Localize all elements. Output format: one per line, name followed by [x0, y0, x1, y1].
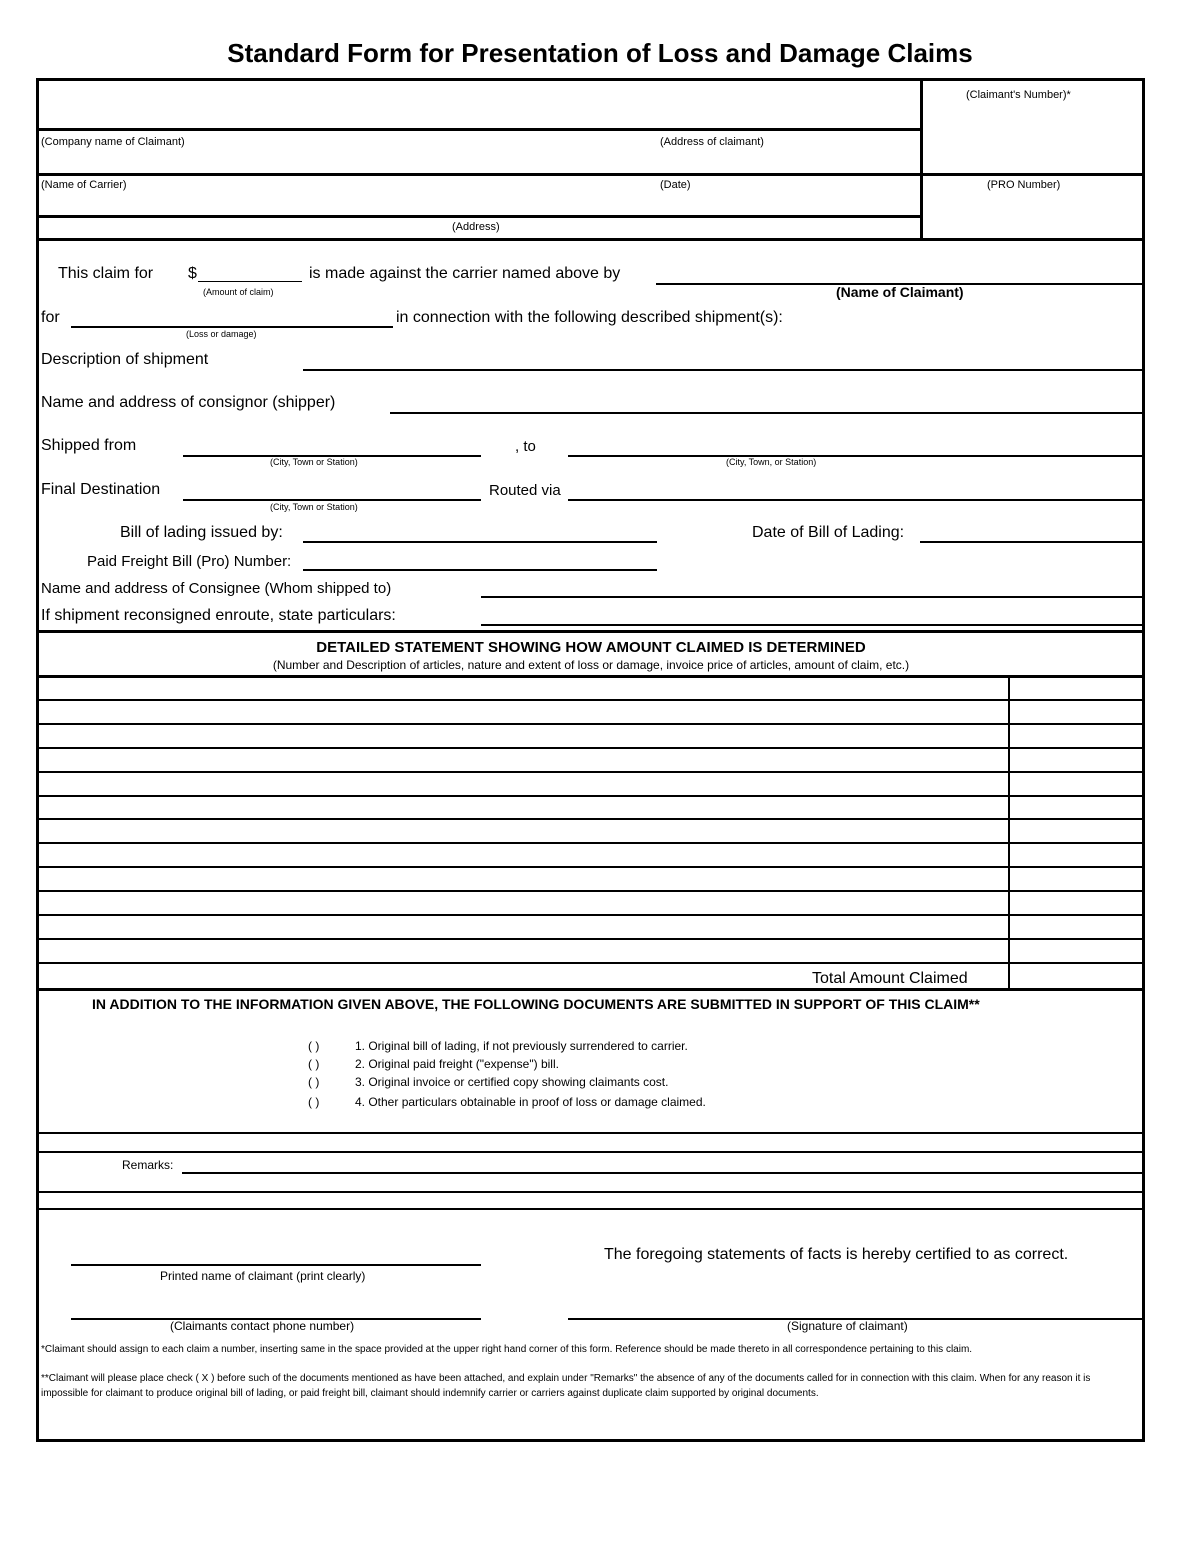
amount-of-claim-field[interactable]	[198, 281, 302, 282]
date-of-bill-label: Date of Bill of Lading:	[752, 524, 905, 541]
document-item-4: 4. Other particulars obtainable in proof of loss or damage claimed.	[355, 1095, 706, 1109]
consignor-field[interactable]	[390, 412, 1142, 414]
printed-name-caption: Printed name of claimant (print clearly)	[160, 1269, 366, 1283]
header-bottom-line	[38, 238, 1142, 241]
header-line-1	[38, 128, 922, 131]
address-of-claimant-label: (Address of claimant)	[660, 136, 764, 148]
statement-row[interactable]	[38, 890, 1142, 892]
document-item-2: 2. Original paid freight ("expense") bill.	[355, 1057, 559, 1071]
statement-row[interactable]	[38, 842, 1142, 844]
remarks-line-bottom	[38, 1208, 1142, 1210]
remarks-label: Remarks:	[122, 1158, 174, 1172]
description-field[interactable]	[303, 369, 1142, 371]
to-label: , to	[515, 438, 536, 455]
final-destination-field[interactable]	[183, 499, 481, 501]
consignee-label: Name and address of Consignee (Whom shipped to)	[41, 580, 392, 597]
routed-via-label: Routed via	[489, 482, 561, 499]
final-destination-label: Final Destination	[41, 481, 161, 498]
in-connection-label: in connection with the following described shipment(s):	[396, 309, 783, 326]
footnote-2: **Claimant will please place check ( X ) before such of the documents mentioned as have been attached, and explain under "Remarks" the absence of any of the documents called for in connection with this claim. When for any reason it is impossible for claimant to produce original bill of lading, or paid freight bill, claimant should indemnify carrier or carriers against duplicate claim supported by original documents.	[41, 1373, 1091, 1399]
statement-row[interactable]	[38, 938, 1142, 940]
statement-row[interactable]	[38, 962, 1142, 964]
this-claim-for-label: This claim for	[58, 265, 154, 282]
total-amount-field[interactable]	[1010, 964, 1140, 988]
statement-subheading: (Number and Description of articles, nature and extent of loss or damage, invoice price of articles, amount of claim, etc.)	[272, 658, 910, 672]
pro-number-label: (PRO Number)	[987, 179, 1061, 191]
name-of-carrier-label: (Name of Carrier)	[41, 179, 127, 191]
footnote-1: *Claimant should assign to each claim a number, inserting same in the space provided at the upper right hand corner of this form. Reference should be made thereto in all correspondence pertaining to this claim.	[41, 1344, 973, 1355]
loss-caption: (Loss or damage)	[186, 329, 257, 339]
statement-row[interactable]	[38, 818, 1142, 820]
document-checkbox-4[interactable]: ( )	[308, 1095, 320, 1109]
for-label: for	[41, 309, 60, 326]
consignor-label: Name and address of consignor (shipper)	[41, 394, 336, 411]
remarks-line[interactable]	[38, 1191, 1142, 1193]
date-label: (Date)	[660, 179, 691, 191]
city-caption-destination: (City, Town or Station)	[270, 502, 358, 512]
header-line-2	[38, 173, 1142, 176]
routed-via-field[interactable]	[568, 499, 1142, 501]
address-label: (Address)	[452, 221, 500, 233]
statement-row[interactable]	[38, 866, 1142, 868]
header-line-3	[38, 215, 922, 218]
document-checkbox-2[interactable]: ( )	[308, 1057, 320, 1071]
name-of-claimant-caption: (Name of Claimant)	[836, 284, 964, 300]
statement-row[interactable]	[38, 795, 1142, 797]
city-caption-from: (City, Town or Station)	[270, 457, 358, 467]
shipped-from-label: Shipped from	[41, 437, 137, 454]
statement-row[interactable]	[38, 699, 1142, 701]
dollar-sign: $	[188, 265, 197, 282]
statement-bottom-line	[38, 988, 1142, 991]
bill-of-lading-label: Bill of lading issued by:	[120, 524, 283, 541]
document-checkbox-3[interactable]: ( )	[308, 1075, 320, 1089]
company-name-label: (Company name of Claimant)	[41, 136, 185, 148]
consignee-field[interactable]	[481, 596, 1142, 598]
contact-phone-caption: (Claimants contact phone number)	[170, 1319, 355, 1333]
statement-row[interactable]	[38, 771, 1142, 773]
certification-statement: The foregoing statements of facts is hereby certified to as correct.	[604, 1246, 1069, 1263]
reconsigned-label: If shipment reconsigned enroute, state particulars:	[41, 607, 396, 624]
statement-table-top	[38, 675, 1142, 678]
reconsigned-field[interactable]	[481, 624, 1142, 626]
claimants-number-label: (Claimant's Number)*	[966, 89, 1071, 101]
page-title: Standard Form for Presentation of Loss and Damage Claims	[227, 38, 973, 68]
remarks-line-top	[38, 1132, 1142, 1134]
document-item-3: 3. Original invoice or certified copy showing claimants cost.	[355, 1075, 669, 1089]
city-caption-to: (City, Town, or Station)	[726, 457, 817, 467]
documents-heading: IN ADDITION TO THE INFORMATION GIVEN ABOVE, THE FOLLOWING DOCUMENTS ARE SUBMITTED IN SUPPORT OF THIS CLAIM**	[92, 996, 980, 1012]
signature-caption: (Signature of claimant)	[787, 1319, 908, 1333]
date-of-bill-field[interactable]	[920, 541, 1142, 543]
total-amount-label: Total Amount Claimed	[812, 970, 968, 987]
statement-row[interactable]	[38, 914, 1142, 916]
document-checkbox-1[interactable]: ( )	[308, 1039, 320, 1053]
made-against-label: is made against the carrier named above by	[309, 265, 621, 282]
paid-freight-field[interactable]	[303, 569, 657, 571]
printed-name-field[interactable]	[71, 1264, 481, 1266]
loss-or-damage-field[interactable]	[71, 326, 393, 328]
statement-heading: DETAILED STATEMENT SHOWING HOW AMOUNT CLAIMED IS DETERMINED	[316, 639, 866, 656]
description-label: Description of shipment	[41, 351, 209, 368]
paid-freight-label: Paid Freight Bill (Pro) Number:	[87, 553, 292, 570]
statement-row[interactable]	[38, 747, 1142, 749]
remarks-field[interactable]	[182, 1172, 1142, 1174]
statement-row[interactable]	[38, 723, 1142, 725]
bill-of-lading-field[interactable]	[303, 541, 657, 543]
remarks-line[interactable]	[38, 1151, 1142, 1153]
amount-caption: (Amount of claim)	[203, 287, 274, 297]
shipped-to-field[interactable]	[568, 455, 1142, 457]
document-item-1: 1. Original bill of lading, if not previously surrendered to carrier.	[355, 1039, 688, 1053]
statement-top-line	[38, 630, 1142, 633]
